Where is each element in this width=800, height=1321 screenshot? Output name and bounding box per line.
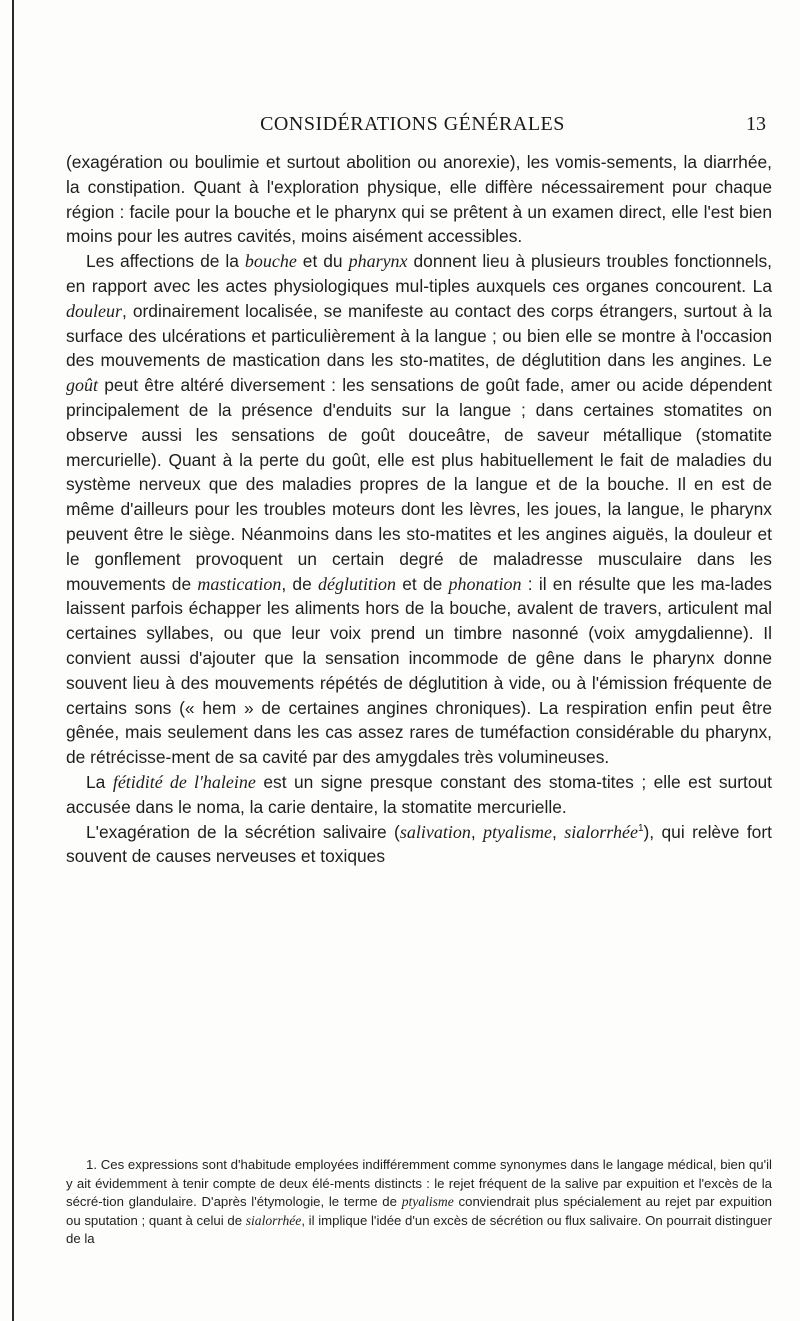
italic-term: ptyalisme [483, 821, 553, 842]
italic-term: goût [66, 375, 99, 396]
footnote-marker: 1 [637, 822, 644, 834]
text-run: (exagération ou boulimie et surtout abolition ou anorexie), les vomis-sements, la diarrhée, la constipation. Quant à l'exploration physique, elle diffère nécessairement pour chaque région : facile pour la bouche et le pharynx qui se prêtent à un examen direct, elle l'est bien moins pour les autres cavités, moins aisément accessibles. [66, 152, 772, 247]
italic-term: sialorrhée [564, 821, 638, 842]
text-run: et de [396, 573, 449, 594]
text-run: conviendrait plus spécialement au rejet par expuition ou sputation ; quant à celui de [66, 1194, 773, 1228]
italic-term: pharynx [348, 251, 408, 272]
italic-term: douleur [66, 300, 122, 321]
italic-term: ptyalisme [401, 1194, 454, 1210]
text-run: Les affections de la [86, 251, 245, 272]
italic-term: déglutition [318, 573, 396, 594]
page-number: 13 [746, 113, 766, 135]
text-run: peut être altéré diversement : les sensations de goût fade, amer ou acide dépendent principalement de la présence d'enduits sur la langue ; dans certaines stomatites on observe aussi les sensations de goût douceâtre, de saveur métallique (stomatite mercurielle). Quant à la perte du goût, elle est plus habituellement le fait de maladies du système nerveux que des maladies propres de la langue et de la bouche. Il en est de même d'ailleurs pour les troubles moteurs dont les lèvres, les joues, la langue, le pharynx peuvent être le siège. Néanmoins dans les sto-matites et les angines aiguës, la douleur et le gonflement provoquent un certain degré de maladresse musculaire dans les mouvements de [66, 375, 772, 594]
text-run: , [470, 821, 484, 842]
paragraph [66, 770, 772, 820]
paragraph [66, 150, 772, 249]
page-edge-line [12, 0, 14, 1321]
text-run: donnent lieu à plusieurs troubles fonctionnels, en rapport avec les actes physiologiques mul-tiples auxquels ces organes concourent. La [66, 251, 772, 296]
text-run: , [552, 821, 565, 842]
italic-term: mastication [197, 573, 282, 594]
text-run: , il implique l'idée d'un excès de sécrétion ou flux salivaire. On pourrait distinguer de la [66, 1212, 772, 1247]
text-run: et du [296, 251, 349, 272]
italic-term: sialorrhée [245, 1212, 302, 1228]
body-text [66, 150, 772, 869]
italic-term: phonation [448, 573, 522, 594]
text-run: ), qui relève fort souvent de causes nerveuses et toxiques [66, 821, 772, 867]
italic-term: fétidité de l'haleine [112, 771, 256, 792]
paragraph [66, 249, 772, 770]
text-run: , de [281, 573, 318, 594]
running-title: CONSIDÉRATIONS GÉNÉRALES [260, 113, 565, 135]
paragraph [66, 820, 772, 870]
text-run: L'exagération de la sécrétion salivaire ( [86, 821, 400, 842]
text-run: est un signe presque constant des stoma-tites ; elle est surtout accusée dans le noma, la carie dentaire, la stomatite mercurielle. [66, 771, 772, 817]
text-run: La [86, 771, 113, 792]
page-header [55, 113, 770, 143]
text-run: 1. Ces expressions sont d'habitude employées indifféremment comme synonymes dans le langage médical, bien qu'il y ait évidemment à tenir compte de deux élé-ments distincts : le rejet fréquent de la salive par expuition et l'excès de la sécré-tion glandulaire. D'après l'étymologie, le terme de [66, 1157, 772, 1210]
footnote-text [66, 1156, 772, 1249]
italic-term: bouche [244, 251, 297, 272]
text-run: , ordinairement localisée, se manifeste au contact des corps étrangers, surtout à la surface des ulcérations et particulièrement à la langue ; ou bien elle se montre à l'occasion des mouvements de mastication dans les sto-matites, de déglutition dans les angines. Le [66, 300, 772, 371]
text-run: : il en résulte que les ma-lades laissent parfois échapper les aliments hors de la bouche, avalent de travers, articulent mal certaines syllabes, ou que leur voix prend un timbre nasonné (voix amygdalienne). Il convient aussi d'ajouter que la sensation incommode de gêne dans le pharynx donne souvent lieu à des mouvements répétés de déglutition à vide, ou à l'émission fréquente de certains sons (« hem » de certaines angines chroniques). La respiration enfin peut être gênée, mais seulement dans les cas assez rares de tuméfaction considérable du pharynx, de rétrécisse-ment de sa cavité par des amygdales très volumineuses. [66, 573, 773, 768]
italic-term: salivation [399, 821, 471, 842]
footnote [66, 1156, 772, 1249]
